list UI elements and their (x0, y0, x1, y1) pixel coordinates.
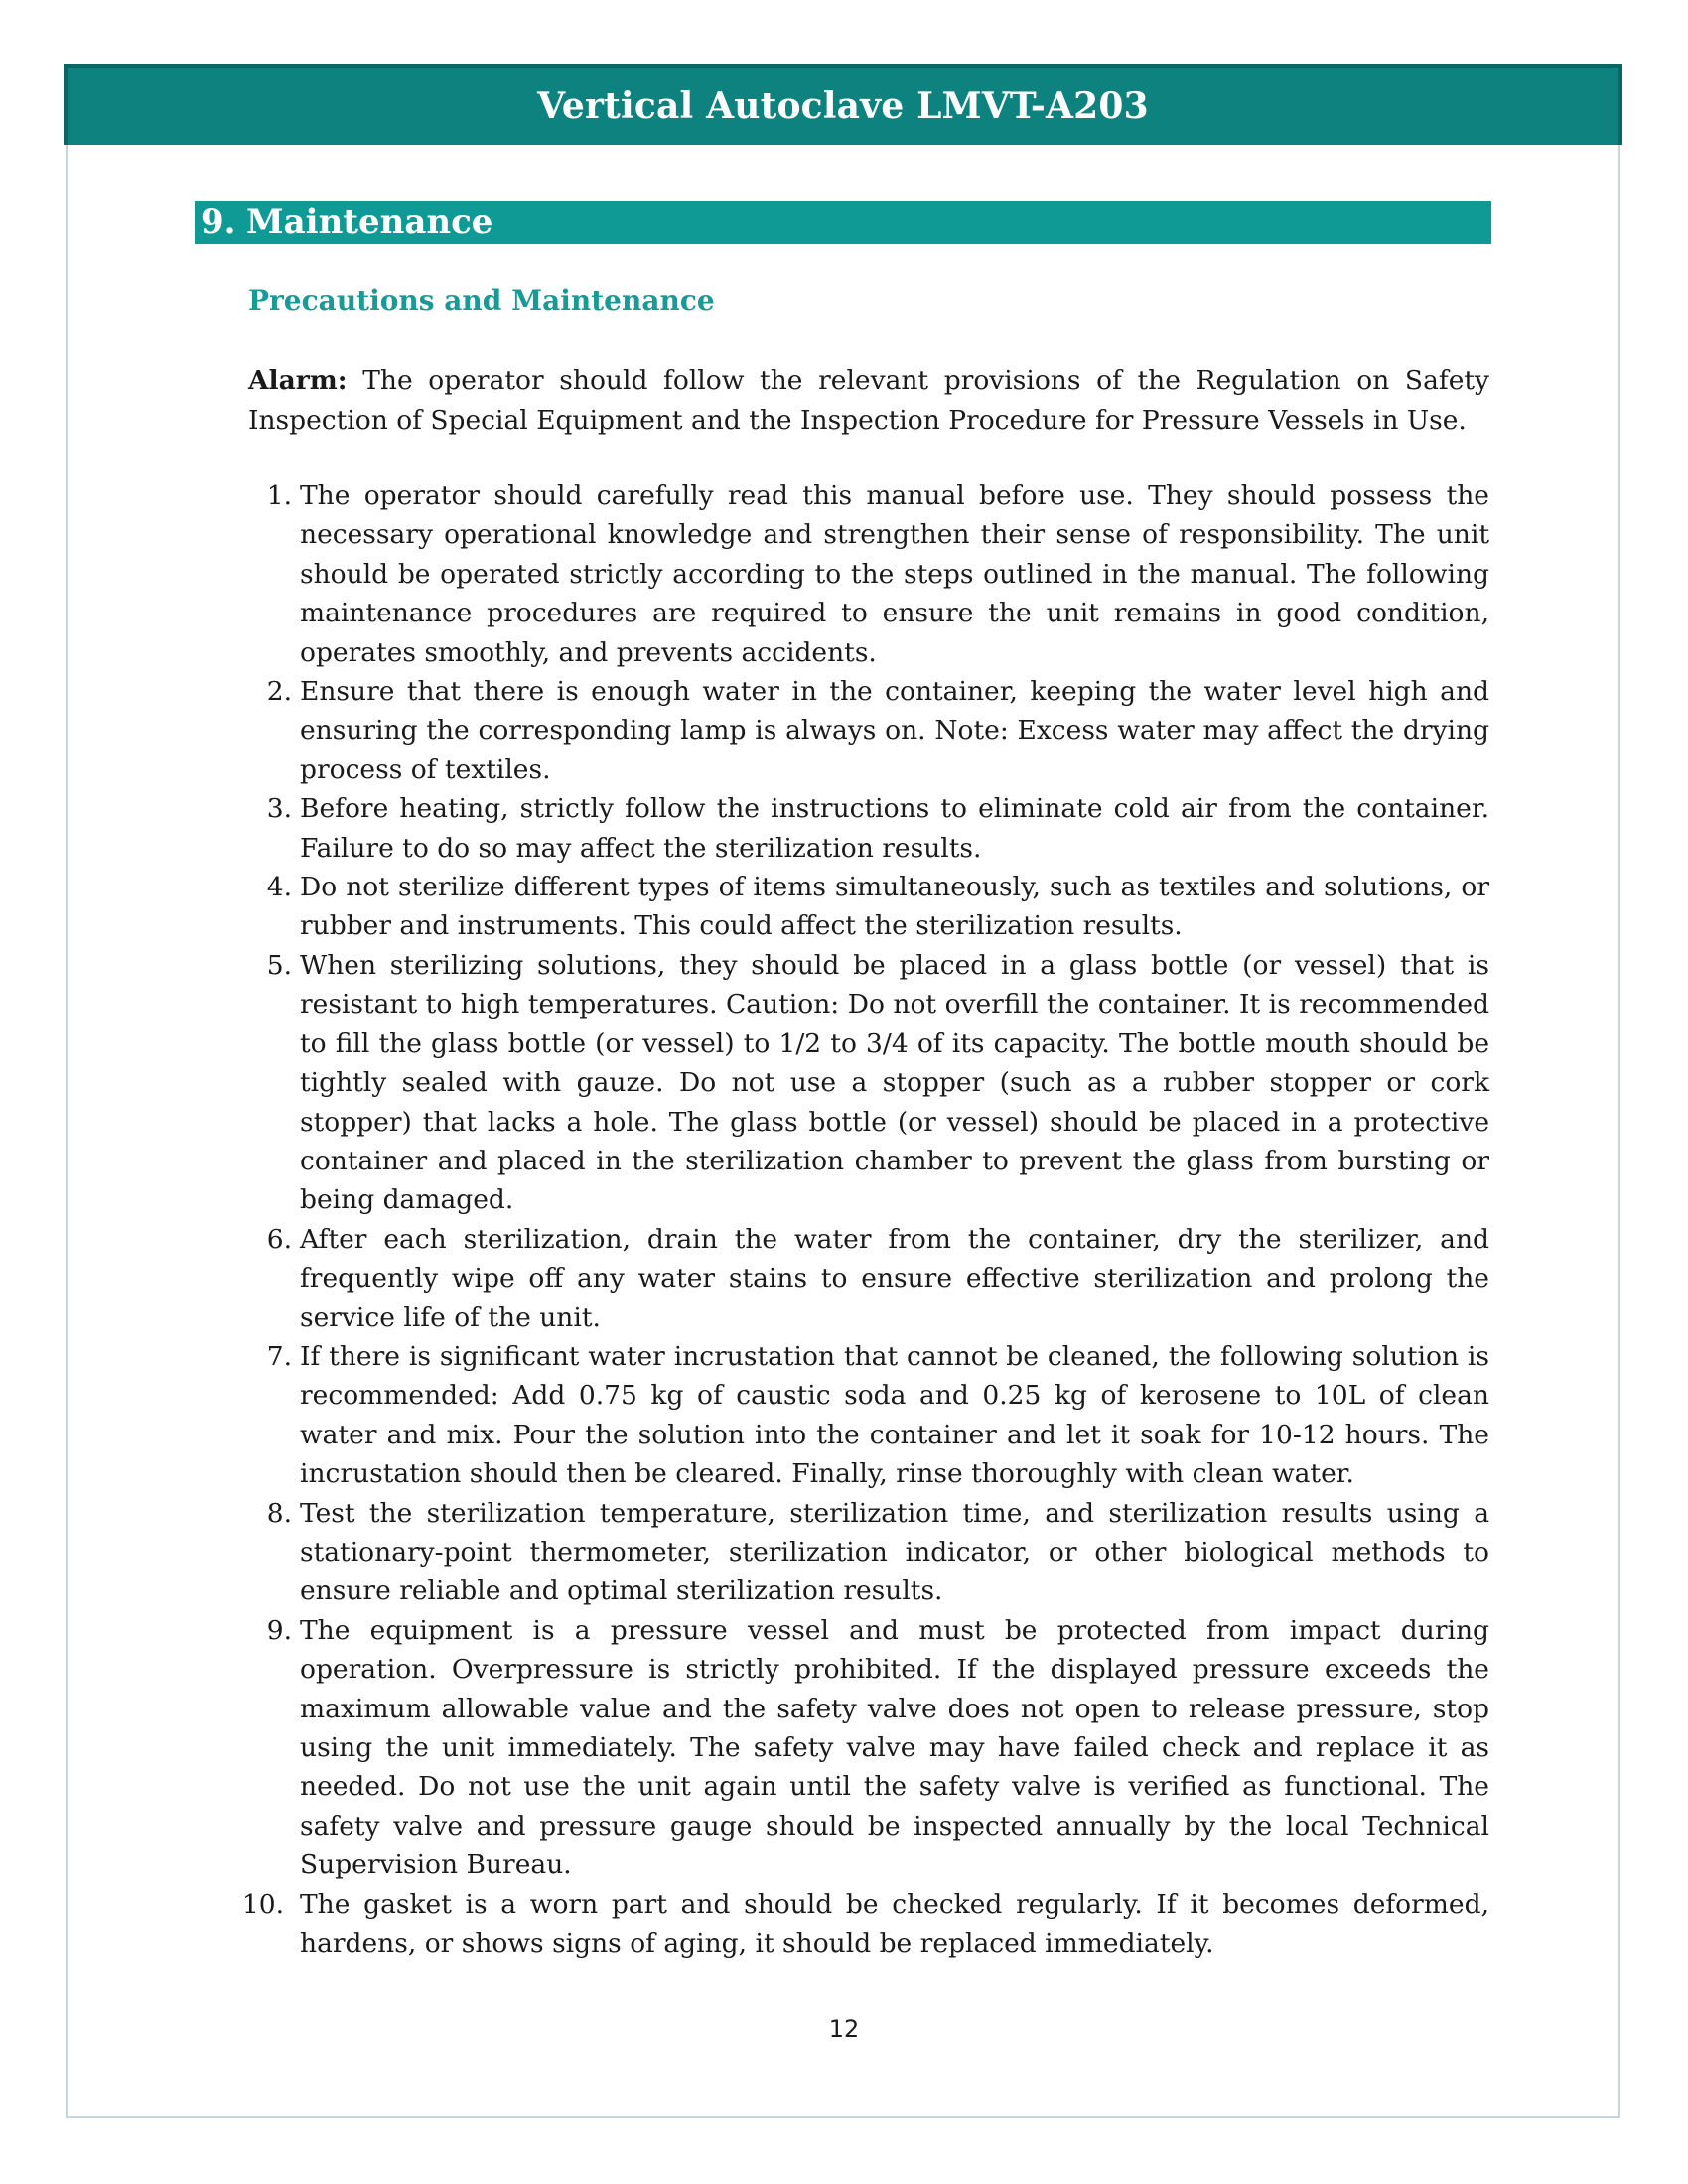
alarm-label: Alarm: (248, 365, 348, 396)
list-item-text: The gasket is a worn part and should be checked regularly. If it becomes deformed, hardens, or shows signs of aging, it should be replaced immediately. (300, 1888, 1489, 1960)
section-heading-bar (195, 201, 1491, 244)
list-item (248, 946, 1489, 1220)
list-item (248, 672, 1489, 789)
subheading: Precautions and Maintenance (248, 284, 715, 317)
list-item-number: 1. (266, 480, 292, 511)
list-item-number: 5. (266, 949, 292, 981)
list-item (248, 789, 1489, 868)
list-item (248, 1494, 1489, 1611)
list-item (248, 1337, 1489, 1494)
document-title: Vertical Autoclave LMVT-A203 (537, 85, 1149, 127)
list-item-number: 6. (266, 1223, 292, 1255)
list-item-number: 2. (266, 676, 292, 708)
list-item-number: 10. (241, 1888, 284, 1920)
list-item-text: The equipment is a pressure vessel and must be protected from impact during operation. Overpressure is strictly prohibited. If the displayed pressure exceeds the maximum allowable value and the safety valve does not open to release pressure, stop using the unit immediately. The safety valve may have failed check and replace it as needed. Do not use the unit again until the safety valve is verified as functional. The safety valve and pressure gauge should be inspected annually by the local Technical Supervision Bureau. (300, 1614, 1489, 1881)
list-item-number: 8. (266, 1497, 292, 1529)
list-item-text: Do not sterilize different types of items simultaneously, such as textiles and solutions, or rubber and instruments. This could affect the sterilization results. (300, 872, 1489, 942)
list-item-text: The operator should carefully read this manual before use. They should possess the necessary operational knowledge and strengthen their sense of responsibility. The unit should be operated strictly according to the steps outlined in the manual. The following maintenance procedures are required to ensure the unit remains in good condition, operates smoothly, and prevents accidents. (300, 480, 1489, 668)
list-item-number: 7. (266, 1340, 292, 1372)
page-number: 12 (828, 2015, 860, 2043)
list-item (248, 477, 1489, 672)
list-item-text: After each sterilization, drain the water from the container, dry the sterilizer, and frequently wipe off any water stains to ensure effective sterilization and prolong the service life of the unit. (300, 1223, 1489, 1333)
section-heading (201, 203, 492, 242)
list-item-number: 3. (266, 793, 292, 825)
alarm-paragraph (248, 361, 1489, 440)
maintenance-list (241, 477, 1489, 1963)
list-item-text: When sterilizing solutions, they should be placed in a glass bottle (or vessel) that is resistant to high temperatures. Caution: Do not overfill the container. It is recommended to fill the glass bottle (or vessel) to 1/2 to 3/4 of its capacity. The bottle mouth should be tightly sealed with gauze. Do not use a stopper (such as a rubber stopper or cork stopper) that lacks a hole. The glass bottle (or vessel) should be placed in a protective container and placed in the sterilization chamber to prevent the glass from bursting or being damaged. (300, 949, 1489, 1216)
list-item-text: Before heating, strictly follow the instructions to eliminate cold air from the container. Failure to do so may affect the sterilization results. (300, 793, 1489, 864)
list-item (248, 1611, 1489, 1885)
list-item-text: Ensure that there is enough water in the container, keeping the water level high and ensuring the corresponding lamp is always on. Note: Excess water may affect the drying process of textiles. (300, 676, 1489, 785)
list-item-number: 4. (266, 872, 292, 903)
list-item (248, 868, 1489, 946)
list-item-number: 9. (266, 1614, 292, 1646)
section-number: 9. (201, 203, 236, 242)
alarm-text: The operator should follow the relevant provisions of the Regulation on Safety Inspection of Special Equipment and the Inspection Procedure for Pressure Vessels in Use. (248, 365, 1489, 436)
list-item-text: Test the sterilization temperature, sterilization time, and sterilization results using a stationary-point thermometer, sterilization indicator, or other biological methods to ensure reliable and optimal sterilization results. (300, 1497, 1489, 1607)
section-title: Maintenance (246, 203, 493, 242)
list-item (241, 1885, 1489, 1964)
list-item-text: If there is significant water incrustation that cannot be cleaned, the following solution is recommended: Add 0.75 kg of caustic soda and 0.25 kg of kerosene to 10L of clean water and mix. Pour the solution into the container and let it soak for 10-12 hours. The incrustation should then be cleared. Finally, rinse thoroughly with clean water. (300, 1340, 1489, 1490)
list-item (248, 1220, 1489, 1337)
header-bar (64, 64, 1622, 145)
